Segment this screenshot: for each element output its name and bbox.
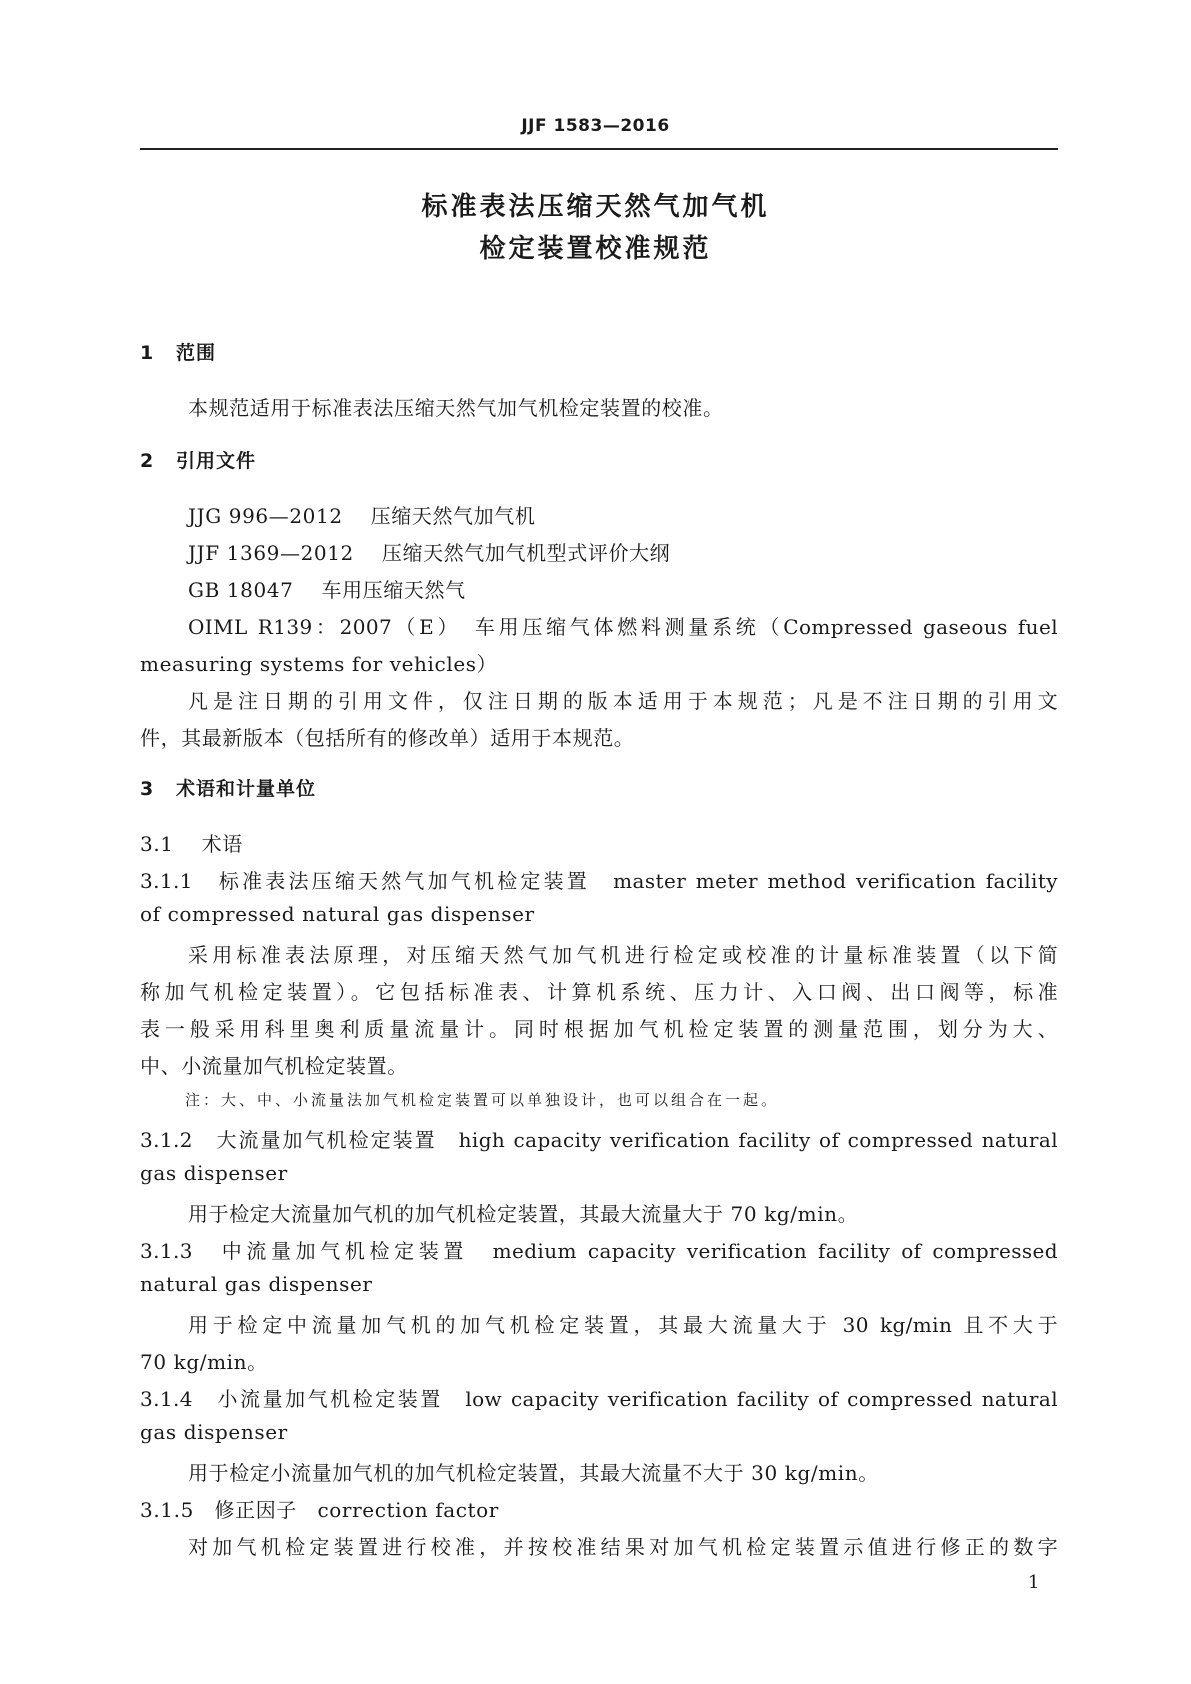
term-3-1-1-body-line1: 采用标准表法原理，对压缩天然气加气机进行检定或校准的计量标准装置（以下简 xyxy=(188,943,1058,967)
oiml-reference-line2: measuring systems for vehicles） xyxy=(140,652,498,676)
reference-name: 车用压缩天然气 xyxy=(321,578,466,602)
document-title-line2: 检定装置校准规范 xyxy=(479,234,712,264)
document-title-line1: 标准表法压缩天然气加气机 xyxy=(421,192,770,222)
section-3-title: 术语和计量单位 xyxy=(176,778,317,800)
term-3-1-3-heading-line2: natural gas dispenser xyxy=(140,1272,373,1296)
section-3-number: 3 xyxy=(140,778,155,800)
reference-code: JJG 996—2012 xyxy=(188,504,343,528)
reference-item xyxy=(188,500,535,529)
term-3-1-3-heading-line1: 3.1.3 中流量加气机检定装置 medium capacity verification facility of compressed xyxy=(140,1239,1058,1263)
term-3-1-1-body-line2: 称加气机检定装置）。它包括标准表、计算机系统、压力计、入口阀、出口阀等，标准 xyxy=(140,980,1058,1004)
section-1-text: 本规范适用于标准表法压缩天然气加气机检定装置的校准。 xyxy=(188,396,724,420)
reference-item xyxy=(188,537,670,566)
subsection-3-1-number: 3.1 xyxy=(140,832,174,856)
reference-name: 压缩天然气加气机 xyxy=(370,504,536,528)
term-3-1-1-note: 注：大、中、小流量法加气机检定装置可以单独设计，也可以组合在一起。 xyxy=(185,1091,780,1109)
section-3-heading xyxy=(140,774,316,801)
reference-name: 压缩天然气加气机型式评价大纲 xyxy=(381,541,671,565)
term-3-1-3-body-line2: 70 kg/min。 xyxy=(140,1350,268,1374)
section-1-title: 范围 xyxy=(176,342,217,364)
section-2-number: 2 xyxy=(140,450,155,472)
reference-note-line1: 凡是注日期的引用文件，仅注日期的版本适用于本规范；凡是不注日期的引用文 xyxy=(188,689,1058,713)
subsection-3-1-title: 术语 xyxy=(201,832,243,856)
standard-code-header: JJF 1583—2016 xyxy=(521,116,670,136)
term-3-1-1-heading-line1: 3.1.1 标准表法压缩天然气加气机检定装置 master meter method verification facility xyxy=(140,869,1058,893)
reference-note-line2: 件，其最新版本（包括所有的修改单）适用于本规范。 xyxy=(140,726,635,750)
page-number: 1 xyxy=(1028,1572,1040,1593)
term-3-1-1-body-line3: 表一般采用科里奥利质量流量计。同时根据加气机检定装置的测量范围，划分为大、 xyxy=(140,1017,1058,1041)
term-3-1-3-body-line1: 用于检定中流量加气机的加气机检定装置，其最大流量大于 30 kg/min 且不大于 xyxy=(188,1313,1058,1337)
term-3-1-2-body: 用于检定大流量加气机的加气机检定装置，其最大流量大于 70 kg/min。 xyxy=(188,1202,859,1226)
term-3-1-1-body-line4: 中、小流量加气机检定装置。 xyxy=(140,1054,408,1078)
reference-item xyxy=(188,574,466,603)
term-3-1-5-heading: 3.1.5 修正因子 correction factor xyxy=(140,1498,499,1522)
section-1-number: 1 xyxy=(140,342,155,364)
section-1-heading xyxy=(140,338,216,365)
oiml-reference-line1: OIML R139：2007（E） 车用压缩气体燃料测量系统（Compressed gaseous fuel xyxy=(188,615,1058,639)
term-3-1-4-body: 用于检定小流量加气机的加气机检定装置，其最大流量不大于 30 kg/min。 xyxy=(188,1461,879,1485)
term-3-1-2-heading-line2: gas dispenser xyxy=(140,1161,288,1185)
term-3-1-4-heading-line2: gas dispenser xyxy=(140,1420,288,1444)
header-rule xyxy=(140,148,1058,150)
term-3-1-4-heading-line1: 3.1.4 小流量加气机检定装置 low capacity verification facility of compressed natural xyxy=(140,1387,1058,1411)
term-3-1-1-heading-line2: of compressed natural gas dispenser xyxy=(140,902,535,926)
term-3-1-5-body: 对加气机检定装置进行校准，并按校准结果对加气机检定装置示值进行修正的数字 xyxy=(188,1535,1058,1559)
term-3-1-2-heading-line1: 3.1.2 大流量加气机检定装置 high capacity verification facility of compressed natural xyxy=(140,1128,1058,1152)
reference-code: GB 18047 xyxy=(188,578,294,602)
reference-code: JJF 1369—2012 xyxy=(188,541,354,565)
section-2-title: 引用文件 xyxy=(176,450,257,472)
section-2-heading xyxy=(140,446,256,473)
subsection-3-1-heading xyxy=(140,828,243,857)
